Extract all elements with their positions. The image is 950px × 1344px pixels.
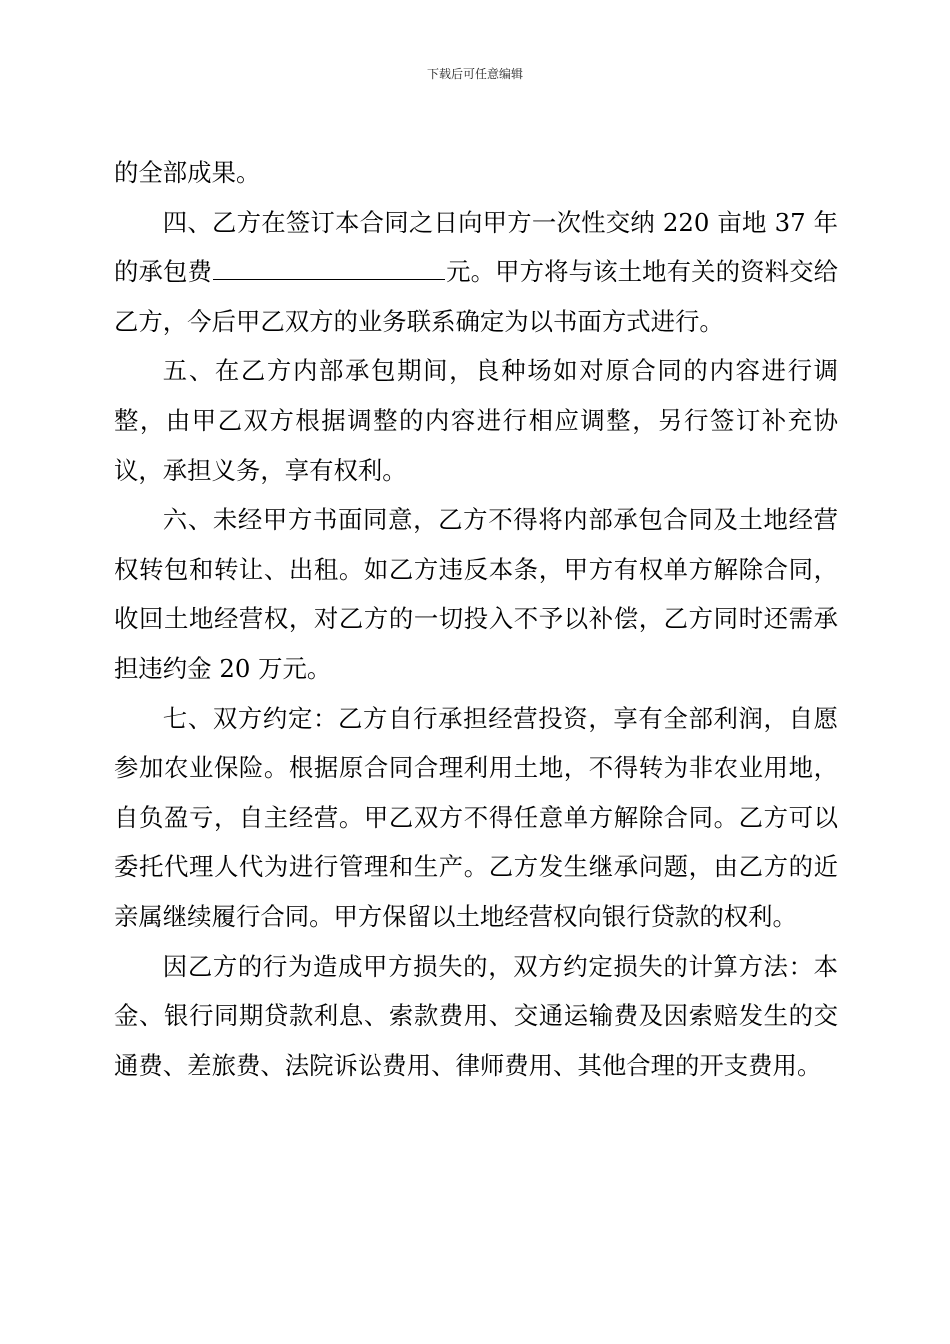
paragraph-loss-calculation: 因乙方的行为造成甲方损失的，双方约定损失的计算方法：本金、银行同期贷款利息、索款费用、交通运输费及因索赔发生的交通费、差旅费、法院诉讼费用、律师费用、其他合理的开支费用。 bbox=[114, 951, 838, 1080]
clause-4-text-before: 四、乙方在签订本合同之日向甲方一次性交纳 220 亩地 37 年的承包费 bbox=[114, 207, 838, 287]
page-header: 下载后可任意编辑 bbox=[426, 67, 523, 81]
paragraph-continuation: 的全部成果。 bbox=[114, 158, 261, 187]
fee-blank-line bbox=[213, 257, 445, 280]
paragraph-clause-7: 七、双方约定：乙方自行承担经营投资，享有全部利润，自愿参加农业保险。根据原合同合理利用土地，不得转为非农业用地，自负盈亏，自主经营。甲乙双方不得任意单方解除合同。乙方可以委托代理人代为进行管理和生产。乙方发生继承问题，由乙方的近亲属继续履行合同。甲方保留以土地经营权向银行贷款的权利。 bbox=[114, 703, 838, 931]
paragraph-clause-4 bbox=[114, 198, 838, 347]
clause-4-text-after: 元。甲方将与该土地有关的资料交给乙方，今后甲乙双方的业务联系确定为以书面方式进行。 bbox=[114, 257, 838, 336]
paragraph-clause-6: 六、未经甲方书面同意，乙方不得将内部承包合同及土地经营权转包和转让、出租。如乙方违反本条，甲方有权单方解除合同，收回土地经营权，对乙方的一切投入不予以补偿，乙方同时还需承担违约金 20 万元。 bbox=[114, 505, 838, 683]
document-body bbox=[114, 148, 838, 1090]
paragraph-clause-5: 五、在乙方内部承包期间，良种场如对原合同的内容进行调整，由甲乙双方根据调整的内容进行相应调整，另行签订补充协议，承担义务，享有权利。 bbox=[114, 356, 838, 485]
